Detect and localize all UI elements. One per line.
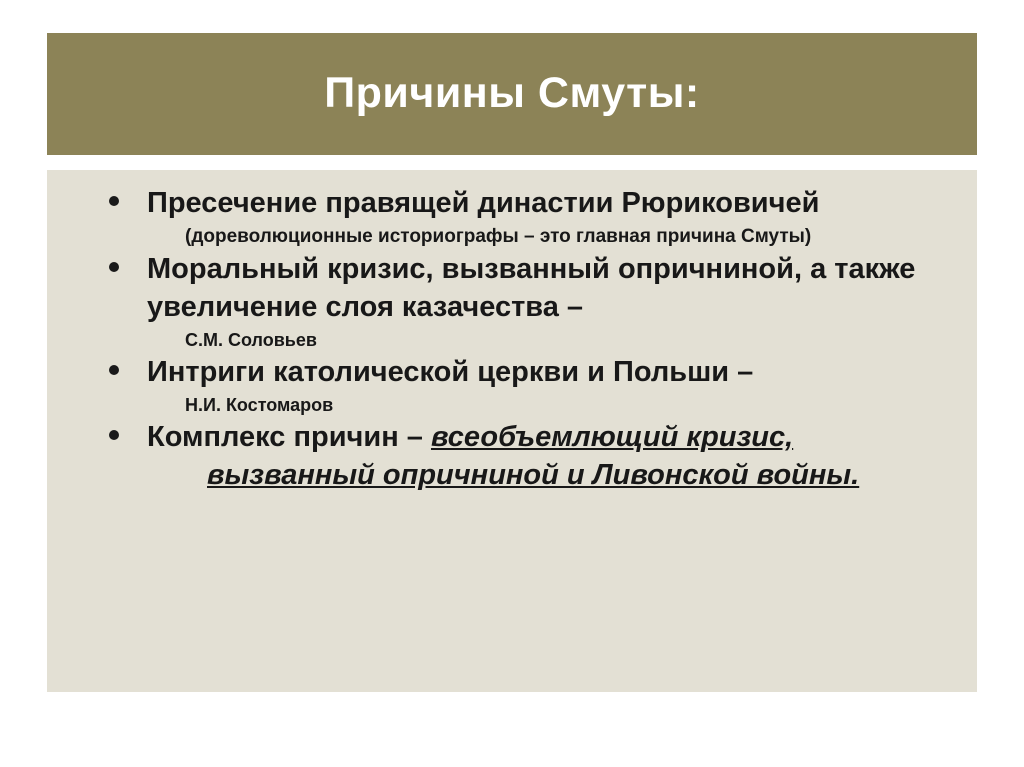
bullet-main-emphasis-line2: вызванный опричниной и Ливонской войны. — [207, 458, 860, 491]
slide-title-bar — [47, 33, 977, 155]
list-item — [47, 353, 977, 418]
bullet-dot-icon — [109, 430, 119, 440]
bullet-sub-text: С.М. Соловьев — [185, 330, 317, 351]
bullet-dot-icon — [109, 262, 119, 272]
bullet-main-text: Пресечение правящей династии Рюриковичей — [147, 187, 820, 219]
bullet-main-prefix: Комплекс причин – — [147, 420, 431, 453]
bullet-dot-icon — [109, 365, 119, 375]
bullet-main-text: Интриги католической церкви и Польши – — [147, 355, 754, 388]
bullet-dot-icon — [109, 196, 119, 206]
bullet-sub-text: (дореволюционные историографы – это главная причина Смуты) — [185, 226, 812, 248]
bullet-main-emphasis-line2-wrap — [147, 456, 937, 494]
bullet-main-text-composite — [147, 418, 937, 456]
bullet-sub-text: Н.И. Костомаров — [185, 395, 334, 416]
slide-content-panel — [47, 170, 977, 692]
bullet-main-emphasis: всеобъемлющий кризис, — [430, 420, 794, 453]
list-item — [47, 418, 977, 495]
bullet-list — [47, 184, 977, 494]
list-item — [47, 250, 977, 353]
page-title: Причины Смуты: — [324, 69, 700, 118]
bullet-main-text: Моральный кризис, вызванный опричниной, а также увеличение слоя казачества – — [147, 252, 916, 324]
list-item — [47, 184, 977, 250]
